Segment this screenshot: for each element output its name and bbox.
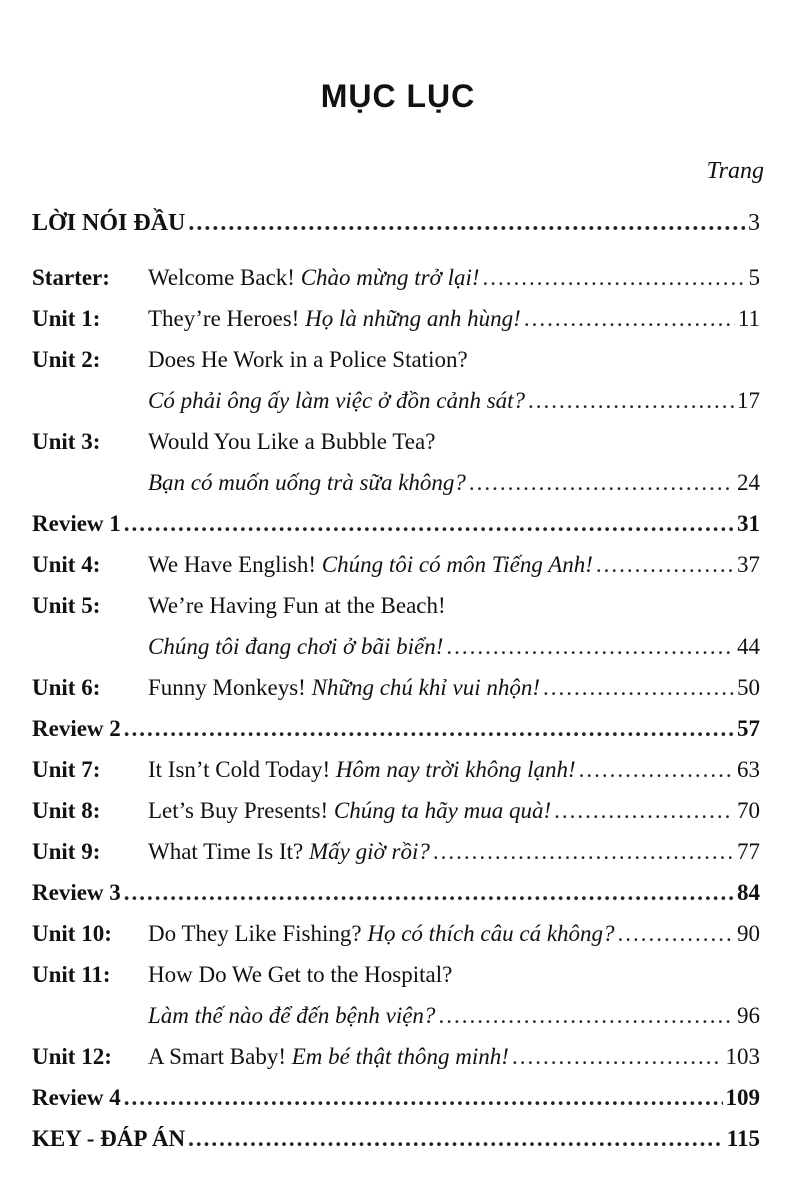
entry-title: Do They Like Fishing? Họ có thích câu cá không? [148,921,615,946]
entry-title: How Do We Get to the Hospital? [148,962,453,987]
toc-entry-unit-11[interactable] [32,962,760,996]
toc-entry-review-3[interactable] [32,880,760,914]
entry-label: Unit 3: [32,429,101,454]
dot-leader [618,921,734,947]
entry-page: 3 [748,210,760,236]
dot-leader [483,265,746,291]
entry-label: Unit 12: [32,1044,112,1069]
toc-entry-review-1[interactable] [32,511,760,545]
entry-label: Unit 2: [32,347,101,372]
dot-leader [579,757,734,783]
entry-title: Funny Monkeys! Những chú khỉ vui nhộn! [148,675,541,700]
toc-entry-unit-3[interactable] [32,429,760,463]
toc-entry-unit-2[interactable] [32,347,760,381]
entry-page: 5 [748,265,760,290]
entry-subtitle: Bạn có muốn uống trà sữa không? [148,470,466,495]
entry-title: We’re Having Fun at the Beach! [148,593,446,618]
entry-page: 17 [737,388,760,413]
dot-leader [124,1085,723,1111]
entry-label: KEY - ĐÁP ÁN [32,1126,186,1151]
entry-page: 96 [737,1003,760,1028]
entry-title: A Smart Baby! Em bé thật thông minh! [148,1044,509,1069]
toc-entry-unit-2-vi[interactable] [32,388,760,422]
page-title: MỤC LỤC [320,78,476,114]
entry-label: Unit 4: [32,552,101,577]
entry-page: 11 [737,306,760,331]
entry-label: Review 4 [32,1085,121,1110]
entry-title: What Time Is It? Mấy giờ rồi? [148,839,430,864]
entry-title: Does He Work in a Police Station? [148,347,468,372]
entry-subtitle: Làm thế nào để đến bệnh viện? [148,1003,436,1028]
toc-entry-review-2[interactable] [32,716,760,750]
dot-leader [596,552,734,578]
entry-page: 70 [737,798,760,823]
entry-label: Unit 9: [32,839,101,864]
toc-entry-unit-7[interactable] [32,757,760,791]
entry-page: 24 [737,470,760,495]
entry-label: Unit 5: [32,593,101,618]
dot-leader [469,470,734,496]
entry-page: 84 [737,880,760,905]
toc-entry-review-4[interactable] [32,1085,760,1119]
entry-label: LỜI NÓI ĐẦU [32,210,186,236]
toc-entry-unit-3-vi[interactable] [32,470,760,504]
toc-entry-unit-12[interactable] [32,1044,760,1078]
entry-title: Would You Like a Bubble Tea? [148,429,436,454]
dot-leader [438,1003,734,1029]
entry-label: Unit 1: [32,306,101,331]
entry-title: We Have English! Chúng tôi có môn Tiếng Anh! [148,552,593,577]
toc-entry-unit-5-vi[interactable] [32,634,760,668]
dot-leader [188,210,745,237]
dot-leader [124,511,734,537]
toc-entry-unit-6[interactable] [32,675,760,709]
dot-leader [446,634,734,660]
entry-page: 57 [737,716,760,741]
entry-page: 37 [737,552,760,577]
entry-label: Unit 10: [32,921,112,946]
dot-leader [124,880,734,906]
dot-leader [124,716,734,742]
dot-leader [512,1044,723,1070]
toc-entry-unit-10[interactable] [32,921,760,955]
toc-entry-unit-1[interactable] [32,306,760,340]
entry-label: Review 3 [32,880,121,905]
toc-entry-preface[interactable] [32,210,760,244]
entry-page: 109 [725,1085,760,1110]
entry-label: Unit 8: [32,798,101,823]
toc-entry-unit-4[interactable] [32,552,760,586]
entry-page: 63 [737,757,760,782]
toc-entry-unit-8[interactable] [32,798,760,832]
entry-title: Let’s Buy Presents! Chúng ta hãy mua quà! [148,798,552,823]
dot-leader [433,839,734,865]
toc-entry-starter[interactable] [32,265,760,299]
entry-label: Review 1 [32,511,121,536]
entry-label: Unit 7: [32,757,101,782]
dot-leader [543,675,734,701]
entry-page: 103 [725,1044,760,1069]
toc-entry-unit-9[interactable] [32,839,760,873]
dot-leader [528,388,734,414]
entry-page: 90 [737,921,760,946]
entry-page: 44 [737,634,760,659]
entry-page: 50 [737,675,760,700]
dot-leader [524,306,735,332]
entry-subtitle: Có phải ông ấy làm việc ở đồn cảnh sát? [148,388,526,413]
page-column-header: Trang [706,158,764,184]
entry-label: Review 2 [32,716,121,741]
entry-title: It Isn’t Cold Today! Hôm nay trời không lạnh! [148,757,576,782]
toc-entry-answer-key[interactable] [32,1126,760,1160]
entry-page: 31 [737,511,760,536]
entry-subtitle: Chúng tôi đang chơi ở bãi biển! [148,634,444,659]
dot-leader [188,1126,724,1152]
entry-title: They’re Heroes! Họ là những anh hùng! [148,306,521,331]
toc-entry-unit-5[interactable] [32,593,760,627]
entry-label: Unit 11: [32,962,111,987]
entry-page: 77 [737,839,760,864]
entry-page: 115 [726,1126,760,1151]
toc-entry-unit-11-vi[interactable] [32,1003,760,1037]
entry-label: Starter: [32,265,110,290]
entry-label: Unit 6: [32,675,101,700]
dot-leader [554,798,734,824]
entry-title: Welcome Back! Chào mừng trở lại! [148,265,480,290]
